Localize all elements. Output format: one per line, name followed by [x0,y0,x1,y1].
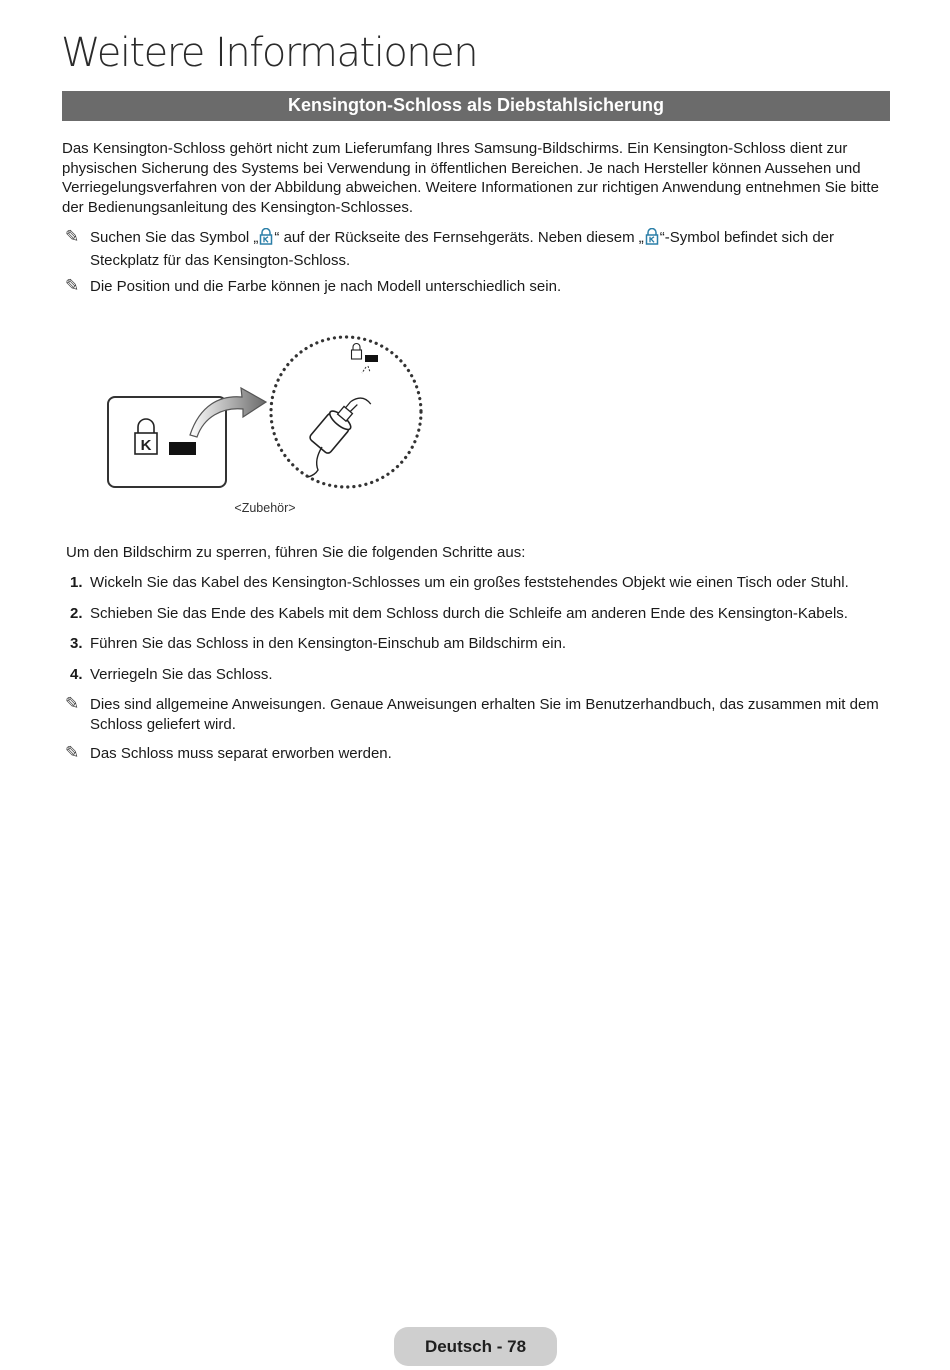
step-number: 3. [70,635,83,652]
note-text: Die Position und die Farbe können je nach Modell unterschiedlich sein. [90,278,562,295]
note-general-instructions [65,695,890,734]
step-item [62,634,892,653]
page-number-badge: Deutsch - 78 [394,1327,557,1366]
steps-intro: Um den Bildschirm zu sperren, führen Sie die folgenden Schritte aus: [66,544,526,561]
step-item [62,604,892,623]
page-title: Weitere Informationen [61,30,478,76]
intro-paragraph: Das Kensington-Schloss gehört nicht zum Lieferumfang Ihres Samsung-Bildschirms. Ein Kensington-Schloss dient zur physischen Sicherung des Systems bei Verwendung in öffentlichen Bereichen. Je nach Hersteller können Aussehen und Verriegelungsverfahren von der Abbildung abweichen. Weitere Informationen zur richtigen Anwendung entnehmen Sie bitte der Bedienungsanleitung des Kensington-Schlosses. [62,140,879,216]
note-purchase-separately [65,744,890,764]
lock-slot [169,442,196,455]
note-text-part2: “ auf der Rückseite des Fernsehgeräts. Neben diesem „ [274,229,644,246]
lock-device-icon [308,387,371,455]
section-heading: Kensington-Schloss als Diebstahlsicherung [62,91,890,121]
step-item [62,665,892,684]
cable [308,447,322,477]
note-symbol-location [65,228,890,270]
figure-caption: <Zubehör> [234,501,296,515]
step-number: 2. [70,605,83,622]
kensington-lock-icon [259,228,273,251]
kensington-illustration [100,325,440,505]
kensington-figure [100,325,440,510]
note-text: Das Schloss muss separat erworben werden. [90,745,392,762]
note-position-color [65,277,890,297]
note-text-part3: “-Symbol befindet sich der Steckplatz für das Kensington-Schloss. [90,229,835,269]
small-lock-slot [365,355,378,362]
pencil-icon: ✎ [65,743,80,763]
pencil-icon: ✎ [65,276,80,296]
step-text: Führen Sie das Schloss in den Kensington-Einschub am Bildschirm ein. [90,635,567,652]
pencil-icon: ✎ [65,694,80,714]
lock-symbol-small [352,344,362,360]
step-number: 4. [70,666,83,683]
lock-letter: K [140,437,152,454]
note-text: Dies sind allgemeine Anweisungen. Genaue Anweisungen erhalten Sie im Benutzerhandbuch, das zusammen mit dem Schloss geliefert wird. [90,696,879,733]
step-item [62,573,892,592]
note-text-part1: Suchen Sie das Symbol „ [90,229,259,246]
pencil-icon: ✎ [65,227,80,247]
step-number: 1. [70,574,83,591]
step-text: Schieben Sie das Ende des Kabels mit dem Schloss durch die Schleife am anderen Ende des Kensington-Kabels. [90,605,848,622]
step-text: Verriegeln Sie das Schloss. [90,666,273,683]
kensington-lock-icon [645,228,659,251]
step-text: Wickeln Sie das Kabel des Kensington-Schlosses um ein großes feststehendes Objekt wie einen Tisch oder Stuhl. [90,574,849,591]
